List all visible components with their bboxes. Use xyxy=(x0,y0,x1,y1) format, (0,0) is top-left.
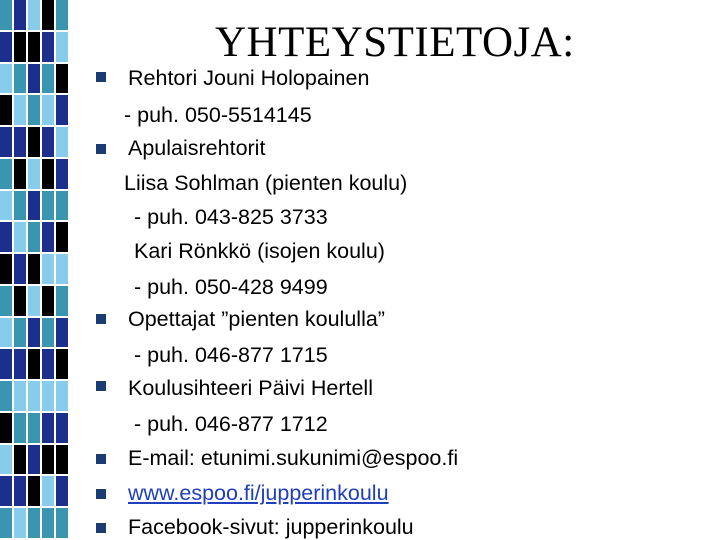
principal-phone: - puh. 050-5514145 xyxy=(124,103,312,127)
strip-block xyxy=(42,222,54,252)
strip-block xyxy=(42,32,54,62)
strip-block xyxy=(28,413,40,443)
strip-block xyxy=(0,0,12,30)
bullet xyxy=(96,144,106,154)
strip-block xyxy=(28,508,40,538)
strip-block xyxy=(28,64,40,94)
strip-block xyxy=(56,318,68,348)
strip-block xyxy=(28,191,40,221)
strip-block xyxy=(28,95,40,125)
vice-principals-heading: Apulaisrehtorit xyxy=(128,136,266,160)
strip-block xyxy=(14,413,26,443)
strip-block xyxy=(56,254,68,284)
strip-block xyxy=(42,127,54,157)
strip-block xyxy=(0,127,12,157)
strip-block xyxy=(42,254,54,284)
strip-block xyxy=(28,222,40,252)
vice-principal-1-phone: - puh. 043-825 3733 xyxy=(134,205,328,229)
strip-block xyxy=(28,476,40,506)
strip-block xyxy=(14,381,26,411)
strip-block xyxy=(0,318,12,348)
strip-block xyxy=(56,191,68,221)
strip-column xyxy=(0,0,12,540)
strip-block xyxy=(42,508,54,538)
strip-block xyxy=(28,349,40,379)
strip-block xyxy=(28,32,40,62)
strip-block xyxy=(56,32,68,62)
bullet xyxy=(96,381,106,391)
strip-block xyxy=(28,159,40,189)
strip-block xyxy=(42,95,54,125)
strip-block xyxy=(14,32,26,62)
strip-block xyxy=(14,349,26,379)
bullet xyxy=(96,489,106,499)
secretary-name: Koulusihteeri Päivi Hertell xyxy=(128,376,373,400)
strip-block xyxy=(0,445,12,475)
strip-block xyxy=(56,64,68,94)
strip-block xyxy=(42,349,54,379)
decorative-color-strip xyxy=(0,0,68,540)
strip-block xyxy=(42,445,54,475)
strip-block xyxy=(42,64,54,94)
strip-block xyxy=(56,159,68,189)
strip-column xyxy=(28,0,40,540)
strip-block xyxy=(42,0,54,30)
strip-block xyxy=(56,413,68,443)
strip-block xyxy=(14,0,26,30)
secretary-phone: - puh. 046-877 1712 xyxy=(134,412,328,436)
strip-block xyxy=(0,254,12,284)
strip-block xyxy=(56,381,68,411)
vice-principal-1-name: Liisa Sohlman (pienten koulu) xyxy=(124,171,408,195)
strip-block xyxy=(56,127,68,157)
bullet xyxy=(96,454,106,464)
strip-block xyxy=(56,476,68,506)
vice-principal-2-phone: - puh. 050-428 9499 xyxy=(134,275,328,299)
strip-block xyxy=(56,445,68,475)
strip-block xyxy=(56,349,68,379)
strip-block xyxy=(28,254,40,284)
strip-column xyxy=(14,0,26,540)
strip-block xyxy=(56,95,68,125)
strip-block xyxy=(42,318,54,348)
strip-block xyxy=(0,95,12,125)
strip-block xyxy=(14,159,26,189)
strip-block xyxy=(28,0,40,30)
strip-block xyxy=(14,476,26,506)
strip-column xyxy=(42,0,54,540)
strip-block xyxy=(56,0,68,30)
strip-block xyxy=(0,413,12,443)
strip-block xyxy=(0,32,12,62)
strip-block xyxy=(14,95,26,125)
strip-block xyxy=(42,159,54,189)
strip-block xyxy=(14,127,26,157)
strip-block xyxy=(0,191,12,221)
bullet xyxy=(96,72,106,82)
strip-block xyxy=(14,254,26,284)
strip-column xyxy=(56,0,68,540)
strip-block xyxy=(0,159,12,189)
bullet xyxy=(96,314,106,324)
strip-block xyxy=(0,64,12,94)
vice-principal-2-name: Kari Rönkkö (isojen koulu) xyxy=(134,239,385,263)
strip-block xyxy=(0,508,12,538)
strip-block xyxy=(42,286,54,316)
teachers-label: Opettajat ”pienten koululla” xyxy=(128,307,385,331)
strip-block xyxy=(0,222,12,252)
strip-block xyxy=(14,508,26,538)
strip-block xyxy=(0,286,12,316)
principal-name: Rehtori Jouni Holopainen xyxy=(128,66,370,90)
strip-block xyxy=(42,413,54,443)
strip-block xyxy=(28,381,40,411)
strip-block xyxy=(56,222,68,252)
strip-block xyxy=(28,318,40,348)
strip-block xyxy=(0,476,12,506)
facebook-line: Facebook-sivut: jupperinkoulu xyxy=(128,515,414,539)
strip-block xyxy=(42,381,54,411)
strip-block xyxy=(42,191,54,221)
strip-block xyxy=(42,476,54,506)
strip-block xyxy=(14,191,26,221)
strip-block xyxy=(14,64,26,94)
strip-block xyxy=(28,127,40,157)
slide-title: YHTEYSTIETOJA: xyxy=(215,19,575,66)
strip-block xyxy=(14,286,26,316)
strip-block xyxy=(14,222,26,252)
strip-block xyxy=(0,381,12,411)
strip-block xyxy=(14,318,26,348)
teachers-phone: - puh. 046-877 1715 xyxy=(134,343,328,367)
strip-block xyxy=(28,445,40,475)
strip-block xyxy=(28,286,40,316)
website-link[interactable]: www.espoo.fi/jupperinkoulu xyxy=(128,481,389,505)
strip-block xyxy=(0,349,12,379)
bullet xyxy=(96,523,106,533)
strip-block xyxy=(56,286,68,316)
strip-block xyxy=(56,508,68,538)
email-line: E-mail: etunimi.sukunimi@espoo.fi xyxy=(128,446,459,470)
strip-block xyxy=(14,445,26,475)
